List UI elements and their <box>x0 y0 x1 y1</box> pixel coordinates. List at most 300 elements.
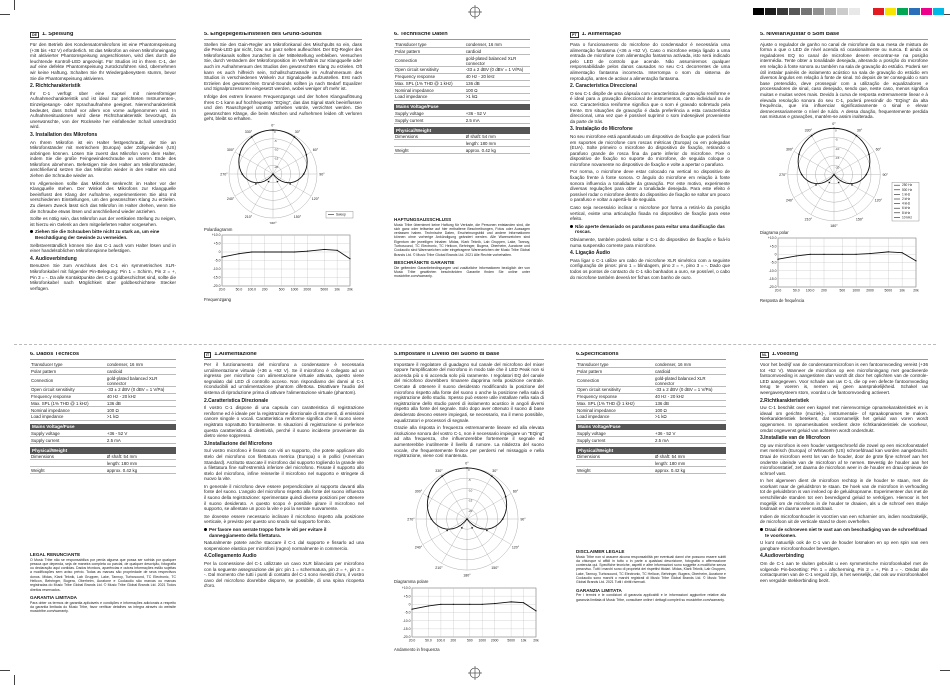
de-panel-3 <box>394 32 530 342</box>
y-tick-label: -20.0 <box>768 285 777 290</box>
polar-data-point <box>811 135 813 137</box>
section-title: 3. Instalação do Microfone <box>570 126 633 133</box>
polar-angle-label: 0° <box>832 121 836 126</box>
spec-label: Connection <box>394 55 465 67</box>
spec-value: length: 180 mm <box>465 140 530 147</box>
x-tick-label: 10k <box>520 638 527 643</box>
spec-value: gold-plated balanced XLR connector <box>106 375 176 387</box>
language-flag: IT <box>206 353 210 357</box>
spec-row <box>394 55 530 67</box>
x-tick-label: 20.0 <box>218 287 226 292</box>
polar-angle-label: 180° <box>463 573 471 577</box>
spec-value: 136 dB <box>465 80 530 87</box>
polar-spoke <box>273 174 311 196</box>
y-tick-label: -15.0 <box>768 277 777 282</box>
frequency-data-point <box>281 251 282 252</box>
paragraph: Ajuste o regulador de ganho no canal de microfone da sua mesa de mistura de forma a que o LED de nível acenda só ocasionalmente ou nunca. É ainda os reguladores EQ no canal de microfone devem encontrar-se na posição intermédia. Tente obter a tonalidade desejada, alterando a posição do microfone em relação à fonte sonora ou também na sala de gravação do estúdio. Poderá ser útil instalar painéis de isolamento acústico na sala de gravação do estúdio em diversos ângulos em relação à fonte de sinal. Só depois de ter conseguido o som base pretendido, deve prosseguir com a utilização de equalizadores e processadores de sinal, caso desejado, sendo que, neste caso, menos significa muitas e muitas vezes mais. Devido à curva de resposta extremamente linear e à elevada resolução sonora do seu C-1, poderá prescindir do "EQing" da alta frequência, que iria influenciar significativamente o sinal e elevar desnecessariamente o nível de ruído. A dessa doação, frequentemente perdida nas misturas e gravações, mantém-se assim inalterada. <box>760 41 928 120</box>
de-section-power <box>30 32 176 40</box>
polar-data-point <box>255 183 257 185</box>
spec-label: Polar pattern <box>576 368 654 375</box>
spec-value: 136 dB <box>106 400 176 407</box>
polar-data-point <box>239 154 241 156</box>
polar-data-point <box>268 181 270 183</box>
polar-db-label: 0 <box>468 467 470 472</box>
section-title: 5.Impostare il Livello del Suono di Base <box>394 352 500 357</box>
spec-value: +36 - 52 V <box>465 110 530 116</box>
polar-angle-label: 0° <box>465 461 469 466</box>
en-panel <box>576 352 726 668</box>
y-tick-label: 0 <box>218 250 221 255</box>
spec-label: Transducer type <box>394 42 465 48</box>
spec-label: Frequency response <box>30 393 106 400</box>
color-swatch <box>885 8 896 15</box>
spec-label: Supply voltage <box>394 110 465 116</box>
paragraph: Sollte es nötig sein, das Mikrofon aus der vertikalen Stellung zu neigen, ist hierzu ein Gelenk an dem mitgelieferten Halter vorgesehen. <box>30 216 176 227</box>
section-title: 6. Technische Daten <box>394 32 448 37</box>
y-tick-label: -5.0 <box>770 260 777 265</box>
chart-caption: Diagramma polare <box>394 579 429 585</box>
paragraph: Por norma, o microfone deve estar colocado na vertical no dispositivo de fixação frente à fonte sonora. O ângulo do microfone em relação à fonte sonora influencia a tonalidade da gravação. Por este motivo, experimente diversas regulações para obter a tonalidade desejada. Para este efeito é possível rodar o microfone dentro do dispositivo de fixação se soltar um pouco o parafuso e voltar a apertá-lo de seguida. <box>570 169 730 203</box>
paragraph: Per il funzionamento del microfono a condensatore è necessaria un'alimentazione virtuale (+36 a +52 V). Se il microfono è collegato ad un ingresso per microfono con alimentazione virtuale attivata, questo viene segnalato dal LED di controllo acceso. Non rispondiamo dei danni al C-1 riconducibili ad un'alimentazione phantom difettosa. Disattivare l'audio del sistema di riproduzione prima di attivare l'alimentazione virtuale (phantom). <box>204 362 364 395</box>
polar-data-point <box>277 181 279 183</box>
spec-value: 2.5 mA <box>654 437 726 444</box>
legal-text: Music Tribe non si assume alcuna responsabilità per eventuali danni che possono essere subiti da chiunque si affidi in tutto o in parte a qualsiasi descrizione, fotografia o affermazione contenuta qui. Specifiche tecniche, aspetti e altre informazioni sono soggette a modifiche senza preavviso. Tutti i marchi sono di proprietà dei rispettivi titolari. Midas, Klark Teknik, Lab Gruppen, Lake, Tannoy, Turbosound, TC Electronic, TC Helicon, Behringer, Bugera, Oberheim, Auratone e Coolaudio sono marchi o marchi registrati di Music Tribe Global Brands Ltd. © Music Tribe Global Brands Ltd. 2021 Tutti i diritti riservati. <box>576 554 726 585</box>
section-title: 2.Caratteristica Direzionale <box>204 397 269 404</box>
spec-label: Frequency response <box>394 73 465 80</box>
spec-row <box>576 386 726 393</box>
crop-mark <box>0 14 10 15</box>
polar-angle-label: 330° <box>435 468 443 473</box>
spec-row <box>576 400 726 407</box>
polar-spoke <box>273 174 295 212</box>
it-panel-2 <box>394 352 544 668</box>
y-tick-label: -10.0 <box>212 267 221 272</box>
polar-db-label: -15 <box>274 156 279 161</box>
y-tick-label: +10.0 <box>211 233 221 238</box>
color-swatch <box>897 8 908 15</box>
spec-row <box>394 66 530 73</box>
color-swatch <box>825 8 836 15</box>
color-calibration-bar <box>753 8 944 15</box>
spec-label <box>394 140 465 147</box>
polar-data-point <box>798 153 800 155</box>
spec-label: Supply current <box>394 117 465 124</box>
section-title: 4. Audioverbindung <box>30 255 77 262</box>
chart-caption: Frequenzgang <box>204 296 232 302</box>
spec-label: Weight <box>394 147 465 154</box>
it-section-sound <box>394 352 544 360</box>
spec-label: Dimensions <box>30 454 106 460</box>
legend-label: 500 Hz <box>902 187 913 192</box>
spec-label: Transducer type <box>30 362 106 368</box>
polar-data-point <box>833 127 835 129</box>
polar-angle-label: 270° <box>779 172 787 177</box>
x-tick-label: 200 <box>821 288 827 293</box>
warranty-title: GARANTIA LIMITADA <box>30 594 77 600</box>
polar-angle-label: 90° <box>882 172 888 177</box>
polar-angle-label: 180° <box>830 224 838 227</box>
spec-value: -33 ± 2 dBV (0 dBV = 1 V/Pa) <box>654 386 726 393</box>
polar-angle-label: 180° <box>269 221 277 224</box>
es-panel <box>30 352 176 668</box>
y-tick-label: +10.0 <box>767 236 777 241</box>
polar-db-label: -5 <box>835 137 838 142</box>
bullet-icon <box>204 528 207 531</box>
spec-main-table <box>394 42 530 101</box>
spec-label: Weight <box>30 467 106 474</box>
y-tick-label: -5.0 <box>214 258 221 263</box>
x-tick-label: 100.0 <box>805 288 815 293</box>
frequency-data-point <box>221 257 222 258</box>
polar-angle-label: 30° <box>294 129 301 134</box>
de-panel-2 <box>204 32 362 342</box>
color-swatch <box>837 8 848 15</box>
paragraph: No seu microfone está aparafusado um dispositivo de fixação que poderá fixar em suportes de microfone com roscas métricas (Europa) ou em polegadas (EUA). Solte primeiro o microfone do dispositivo de fixação, retirando o parafuso grande de rosca fina da parte inferior do microfone. Fixe o dispositivo de fixação no suporte do microfone, de seguida coloque o microfone novamente no dispositivo de fixação e volte a apertar o parafuso. <box>570 133 730 167</box>
section-title: 2. Característica Direccional <box>570 83 637 90</box>
polar-angle-label: 60° <box>312 147 319 152</box>
spec-row <box>576 375 726 387</box>
spec-mains-table <box>394 110 530 124</box>
x-tick-label: 5000 <box>507 638 515 643</box>
frequency-data-point <box>294 251 295 252</box>
spec-table <box>30 362 176 474</box>
polar-spoke <box>423 519 467 545</box>
x-tick-label: 20k <box>533 638 539 643</box>
paragraph: Uw C-1 beschikt over een kapsel met nierenvormige opnamekarakteristiek en is ideaal om gerichte (muziek)-, instrumentale- of spraakopnames te maken. Nierkarakteristiek betekent, dat voornamelijk het geluid van voren wordt opgenomen. In opnamesituaties verdient deze richtkarakteristiek de voorkeur, omdat ongewenst geluid van achteren wordt onderdrukt. <box>760 405 928 433</box>
polar-angle-label: 150° <box>855 217 864 222</box>
spec-label: Load impedance <box>576 414 654 421</box>
polar-angle-label: 300° <box>226 147 235 152</box>
x-tick-label: 50.0 <box>425 638 432 643</box>
section-title: 3.Installatie van de Microfoon <box>760 435 831 442</box>
warning-text: Draai de schroeven niet te vast aan om beschadiging van de schroefdraad te voorkomen. <box>765 527 928 538</box>
y-tick-label: -10.0 <box>768 268 777 273</box>
nl-panel <box>760 352 928 668</box>
section-title: 1. Speisung <box>42 32 74 38</box>
polar-angle-label: 120° <box>311 196 320 201</box>
paragraph: Impostare il regolatore di guadagno sul canale del microfono del mixer oppure l'amplificatore del microfono in modo tale che il LED Peak non si accenda più o si accenda solo più raramente. I regolatori EQ del canale del microfono dovrebbero rimanere dapprima nella posizione centrale. Cercate di ottenere il suono desiderato modificando la posizione del microfono rispetto alla fonte del suono o anche la posizione nella sala di registrazione dello studio. Spesso può essere utile installare nella sala di registrazione dello studio pareti di isolamento acustico in angoli diversi rispetto alla fonte del segnale. Solo dopo aver ottenuto il suono di base desiderato devono essere impiegati, se necessario, ma il meno possibile, equalizzatori e processori di segnale. <box>394 361 544 423</box>
polar-db-label: -5 <box>274 138 277 143</box>
paragraph: Se dovesse essere necessario inclinare il microfono rispetto alla posizione verticale, è previsto per questo uno snodo sul supporto fornito. <box>204 513 364 525</box>
polar-angle-label: 60° <box>875 147 882 152</box>
polar-data-point <box>502 518 504 520</box>
warning-note <box>570 224 730 235</box>
x-tick-label: 10k <box>899 288 905 293</box>
polar-angle-label: 270° <box>220 172 228 177</box>
x-tick-label: 20k <box>347 287 353 292</box>
spec-value: cardioid <box>654 368 726 375</box>
registration-target-icon <box>468 666 482 680</box>
x-tick-label: 10k <box>334 287 340 292</box>
y-tick-label: -10.0 <box>402 618 411 623</box>
y-tick-label: -15.0 <box>402 626 411 631</box>
de-section-sound <box>204 32 362 40</box>
spec-subheading: Physical/Weight <box>394 127 530 134</box>
paragraph: Für den Betrieb des Kondensatormikrofons ist eine Phantomspeisung (+36 bis +52 V) erforderlich. Ist das Mikrofon an einen Mikrofoneingang mit aktivierter Phantomspeisung angeschlossen, wird dies durch die leuchtende Kontroll-LED angezeigt. Für Studios ist in Ihrem C-1, der auf eine defekte Phantomspeisung zurückzuführen sind, übernehmen wir keine Haftung. Schalten Sie Ihr Wiedergabesystem stumm, bevor Sie die Phantomspeisung aktivieren. <box>30 42 176 81</box>
spec-value: condenser, 16 mm <box>106 362 176 368</box>
registration-target-icon <box>468 5 482 19</box>
polar-spoke <box>467 519 511 545</box>
color-swatch <box>921 8 932 15</box>
spec-row <box>576 407 726 414</box>
chart-caption: Andamento in frequenza <box>394 647 440 653</box>
frequency-data-point <box>411 609 412 610</box>
legal-text: Music Tribe übernimmt keine Haftung für Verluste, die Personen entstanden sind, die sich ganz oder teilweise auf hier enthaltene Beschreibungen, Fotos oder Aussagen verlassen haben. Technische Daten, Erscheinungsbild und andere Informationen können ohne vorherige Ankündigung geändert werden. Alle Warenzeichen sind Eigentum der jeweiligen Inhaber. Midas, Klark Teknik, Lab Gruppen, Lake, Tannoy, Turbosound, TC Electronic, TC Helicon, Behringer, Bugera, Oberheim, Auratone und Coolaudio sind Warenzeichen oder eingetragene Warenzeichen der Music Tribe Global Brands Ltd. © Music Tribe Global Brands Ltd. 2021 Alle Rechte vorbehalten. <box>394 222 530 257</box>
spec-subheading: Mains Voltage/Fuse <box>576 424 726 431</box>
frequency-data-point <box>535 610 536 611</box>
x-tick-label: 5000 <box>320 287 329 292</box>
frequency-data-point <box>915 260 916 261</box>
spec-value: 100 Ω <box>106 407 176 414</box>
spec-label: Polar pattern <box>30 368 106 375</box>
section-title: 1. Alimentação <box>581 32 621 38</box>
pt-panel-1 <box>570 32 730 342</box>
polar-data-point <box>491 475 493 477</box>
legend-label: 1 kHz <box>902 192 911 197</box>
spec-physical-table <box>576 454 726 474</box>
warning-note <box>30 229 176 240</box>
spec-subheading: Physical/Weight <box>576 447 726 454</box>
spec-value: -33 ± 2 dBV (0 dBV = 1 V/Pa) <box>465 66 530 73</box>
polar-angle-label: 0° <box>271 123 275 128</box>
paragraph: Ihr C-1 verfügt über eine Kapsel mit nierenförmiger Aufnahmecharakteristik und ist ideal zur gerichteten Instrumenten-, Einzelgesangs- oder Sprachaufnahme geeignet. Nierencharakteristik bedeutet, dass Schall vor allem von vorne aufgenommen wird. In Aufnahmesituationen wird diese Richtcharakteristik bevorzugt, da unerwünschte, von der Rückseite her einfallender Schall unterdrückt wird. <box>30 90 176 130</box>
polar-data-point <box>866 174 868 176</box>
spec-label: Load impedance <box>394 94 465 101</box>
spec-value: approx. 0.42 kg <box>654 467 726 474</box>
polar-spoke <box>811 174 834 214</box>
polar-data-point <box>466 518 468 520</box>
de-section-specs <box>394 32 530 40</box>
spec-value: approx. 0.42 kg <box>106 467 176 474</box>
paragraph: Per la connessione del C-1 utilizzate un cavo XLR bilanciato per microfono con la seguente assegnazione dei pin: pin 1 = schermatura, pin 2 = +, pin 3 = -. Dal momento che tutti i punti di contatto del C-1 sono rivestiti d'oro, il vostro cavo del microfono dovrebbe disporre, se possibile, di una spina ricoperta d'oro. <box>204 561 364 589</box>
spec-value: 2.5 mA <box>106 437 176 444</box>
frequency-data-point <box>469 604 470 605</box>
frequency-data-point <box>856 254 857 255</box>
spec-row <box>30 400 176 407</box>
spec-row <box>576 460 726 467</box>
legal-title: HAFTUNGSAUSSCHLUSS <box>394 216 452 222</box>
spec-value: +36 - 52 V <box>106 430 176 436</box>
spec-mains-table <box>576 430 726 444</box>
spec-label: Max. SPL (1% THD @ 1 kHz) <box>30 400 106 407</box>
x-tick-label: 50.0 <box>793 288 800 293</box>
spec-value: +36 - 52 V <box>654 430 726 436</box>
polar-db-label: -20 <box>274 165 279 170</box>
warning-text: Ziehen Sie die Schrauben bitte nicht zu stark an, um eine Beschädigung der Gewinde zu vermeiden. <box>35 229 160 240</box>
frequency-data-point <box>440 604 441 605</box>
fold-line <box>14 344 936 345</box>
color-swatch <box>777 8 788 15</box>
polar-chart <box>204 124 354 224</box>
spec-value: 100 Ω <box>654 407 726 414</box>
warranty-title: GARANZIA LIMITATA <box>576 587 622 593</box>
spec-main-table <box>576 362 726 421</box>
polar-db-label: -10 <box>835 146 840 151</box>
y-tick-label: -20.0 <box>212 284 221 289</box>
polar-spoke <box>441 519 467 563</box>
frequency-data-point <box>482 604 483 605</box>
x-tick-label: 200 <box>450 638 457 643</box>
polar-data-point <box>441 475 443 477</box>
spec-row <box>394 147 530 154</box>
paragraph: O seu C-1 dispõe de uma cápsula com característica de gravação reniforme e é ideal para a gravação direccional de instrumentos, canto individual ou de voz. Característica reniforme significa que o som é gravado sobretudo pela frente. Em situações de gravação é dada preferência a esta característica direccional, uma vez que é possível suprimir o som indesejável proveniente da parte de trás. <box>570 90 730 124</box>
paragraph: In generale il microfono deve essere perpendicolare al supporto davanti alla fonte del suono. L'angolo del microfono rispetto alla fonte del suono influenza il suono della registrazione: sperimentate quindi diverse posizioni per ottenere il suono desiderato. A questo scopo è possibile girare il microfono nel supporto, se allentate un poco la vite e poi la serrate nuovamente. <box>204 483 364 512</box>
polar-angle-label: 210° <box>804 217 813 222</box>
warning-note <box>760 527 928 538</box>
polar-data-point <box>430 518 432 520</box>
polar-data-point <box>505 496 507 498</box>
pt-section-power <box>570 32 730 40</box>
polar-data-point <box>851 184 853 186</box>
pt-section-sound <box>760 32 928 40</box>
polar-angle-label: 240° <box>226 196 235 201</box>
spec-row <box>394 140 530 147</box>
spec-value: >1 kΩ <box>465 94 530 101</box>
spec-row <box>394 87 530 94</box>
spec-label: Open circuit sensitivity <box>576 386 654 393</box>
polar-spoke <box>834 174 874 197</box>
spec-row <box>576 467 726 474</box>
paragraph: Naturalmente potete anche staccare il C-1 dal supporto e fissarlo ad una sospensione elastica per microfoni (ragno) normalmente in commercio. <box>204 540 364 551</box>
section-title: 1.Voeding <box>771 352 799 358</box>
polar-angle-label: 60° <box>512 489 519 494</box>
section-title: 4. Ligação Áudio <box>570 250 611 257</box>
paragraph: Stellen Sie den Gain-Regler am Mikrofonkanal des Mischpults so ein, dass die Peak-LED gar nicht, bzw. nur ganz selten aufleuchtet. Der EQ-Regler des Mikrofonkanals sollten zunächst in der Mittelstellung verbleiben. Versuchen Sie, durch Verändern der Mikrofonposition im Verhältnis zur Klangquelle oder auch im Aufnahmeraum des Studios den gewünschten Klang zu erzielen. Oft kann es auch hilfreich sein, Schallschutzwände im Aufnahmeraum des Studios in verschiedenen Winkeln zur Signalquelle aufzustellen. Erst nach Erzielen des gewünschten Grund-Sounds sollten ja nach Bedarf Equalizer und Signalprozessoren eingesetzt werden, wobei weniger oft mehr ist. <box>204 41 362 92</box>
spec-label <box>30 460 106 467</box>
crop-mark <box>14 0 15 10</box>
spec-value: 2.5 mA <box>465 117 530 124</box>
section-title: 3. Installation des Mikrofons <box>30 131 98 138</box>
spec-row <box>30 467 176 474</box>
legend-label: 2 kHz <box>902 196 911 201</box>
paragraph: Caso seja necessário inclinar o microfone por forma a retirá-lo da posição vertical, existe uma articulação fixada no dispositivo de fixação para esse efeito. <box>570 205 730 222</box>
polar-angle-label: 270° <box>407 517 415 522</box>
legend-label: 250 Hz <box>902 183 913 188</box>
warranty-text: Para obter os termos de garantia aplicáveis e condições e informações adicionais a respeito da garantia limitada do Music Tribe, favor verificar detalhes na íntegra através do website musictribe.com/warranty. <box>30 600 176 614</box>
polar-data-point <box>838 182 840 184</box>
paragraph: Grazie alla risposta in frequenza estremamente lineare ed alla elevata risoluzione sonora del vostro C-1, non è necessario impiegare un "EQing" ad alta frequenza, che influenzerebbe fortemente il segnale ed aumenterebbe inutilmente il livello di rumore. La nitidezza del suono vocale, che frequentemente finisce per perdersi nel missaggio e nella registrazione, viene così mantenuta. <box>394 425 544 459</box>
color-swatch <box>873 8 884 15</box>
section-title: 4.Audioverbinding <box>760 553 804 560</box>
spec-row <box>30 393 176 400</box>
spec-row <box>576 368 726 375</box>
legend-label: 10 kHz <box>902 215 912 220</box>
frequency-data-point <box>494 603 495 604</box>
polar-db-label: -5 <box>468 477 471 482</box>
frequency-data-point <box>337 250 338 251</box>
polar-angle-label: 120° <box>874 198 883 203</box>
paragraph: Para o funcionamento do microfone do condensador é necessária uma alimentação fantasma (+36 a +52 V). Caso o microfone esteja ligado a uma entrada de microfone com alimentação fantasma activada, isto será indicado pelo LED de controlo que acende. Não assumiremos qualquer responsabilidade pelos danos causados no seu C-1 decorrentes de uma alimentação fantasma incorrecta. Interrompa o som do sistema de reprodução, antes de activar a alimentação fantasma. <box>570 42 730 81</box>
x-tick-label: 500 <box>278 287 285 292</box>
polar-data-point <box>466 467 468 469</box>
en-section-specs <box>576 352 726 360</box>
frequency-data-point <box>842 254 843 255</box>
polar-data-point <box>428 496 430 498</box>
polar-data-point <box>833 174 835 176</box>
polar-spoke <box>251 174 273 212</box>
color-swatch <box>861 8 872 15</box>
x-tick-label: 20k <box>913 288 919 293</box>
paragraph: Obviamente, também poderá soltar o C-1 do dispositivo de fixação e fixá-lo numa suspensão corrente para microfone. <box>570 237 730 248</box>
spec-value: Ø shaft: 54 mm <box>465 134 530 140</box>
spec-value: length: 180 mm <box>106 460 176 467</box>
pt-panel-2 <box>760 32 928 342</box>
spec-label: Connection <box>576 375 654 387</box>
polar-spoke <box>794 174 834 197</box>
paragraph: Para ligar o C-1 utilize um cabo de microfone XLR simétrico com a seguinte configuração de pinos: pino 1 = blindagem, pino 2 = +, pino 3 = -. Dado que todos os pontos de contacto do C-1 são banhados a ouro, se possível, o cabo do microfone também deverá ter fichas com banho de ouro. <box>570 257 730 280</box>
polar-db-label: -20 <box>468 508 473 513</box>
spec-label: Transducer type <box>576 362 654 368</box>
bullet-icon <box>570 225 573 228</box>
y-tick-label: +10.0 <box>401 586 411 591</box>
polar-chart <box>760 122 920 227</box>
polar-db-label: -15 <box>468 498 473 503</box>
polar-spoke <box>834 174 857 214</box>
polar-data-point <box>306 154 308 156</box>
warning-note <box>204 527 364 538</box>
y-tick-label: -15.0 <box>212 275 221 280</box>
polar-data-point <box>856 135 858 137</box>
y-tick-label: -20.0 <box>402 635 411 640</box>
color-swatch <box>753 8 764 15</box>
x-tick-label: 1000 <box>852 288 860 293</box>
polar-angle-label: 240° <box>785 198 794 203</box>
spec-row <box>30 375 176 387</box>
polar-angle-label: 210° <box>435 565 443 570</box>
spec-value: 40 Hz - 20 kHz <box>465 73 530 80</box>
spec-label: Nominal impedance <box>30 407 106 414</box>
spec-label: Dimensions <box>394 134 465 140</box>
frequency-data-point <box>810 254 811 255</box>
spec-label: Open circuit sensitivity <box>30 386 106 393</box>
language-flag: NL <box>762 353 767 357</box>
spec-row <box>394 80 530 87</box>
frequency-data-point <box>777 259 778 260</box>
polar-angle-label: 240° <box>414 545 423 550</box>
y-tick-label: 0 <box>774 252 777 257</box>
spec-label: Max. SPL (1% THD @ 1 kHz) <box>576 400 654 407</box>
spec-label: Supply current <box>576 437 654 444</box>
x-tick-label: 500 <box>466 638 473 643</box>
polar-data-point <box>446 529 448 531</box>
color-swatch <box>933 8 944 15</box>
spec-row <box>394 94 530 101</box>
warranty-text: Per i termini e le condizioni di garanzia applicabili e le informazioni aggiuntive relative alla garanzia limitata di Music Tribe, consultare online i dettagli completi su musictribe.com/warranty. <box>576 593 726 602</box>
polar-db-label: -15 <box>835 155 840 160</box>
spec-value: condenser, 16 mm <box>465 42 530 48</box>
frequency-data-point <box>869 253 870 254</box>
polar-angle-label: 300° <box>414 489 423 494</box>
paragraph: Im Allgemeinen sollte das Mikrofon senkrecht im Halter vor der Klangquelle stehen. Der Winkel des Mikrofons zur Klangquelle beeinflusst den Klang der Aufnahme, experimentieren Sie also mit verschiedenen Einstellungen, um den gewünschten Klang zu erzielen. Zu diesem Zweck lässt sich das Mikrofon im Halter drehen, wenn Sie die Schraube etwas lösen und anschließend wieder anziehen. <box>30 180 176 214</box>
spec-label: Nominal impedance <box>394 87 465 94</box>
x-tick-label: 5000 <box>884 288 893 293</box>
x-tick-label: 2000 <box>490 638 499 643</box>
frequency-data-point <box>796 255 797 256</box>
section-title: 5. Nivelar/Ajustar o Som Base <box>760 32 840 37</box>
frequency-chart <box>394 585 540 645</box>
legend-label: 4 kHz <box>902 201 911 206</box>
polar-db-label: -10 <box>468 488 473 493</box>
polar-db-label: 0 <box>274 129 276 134</box>
spec-label: Polar pattern <box>394 48 465 55</box>
paragraph: U kunt natuurlijk ook de C-1 van de houder losmaken en op een spin van een gangbare microfoonhouder bevestigen. <box>760 540 928 551</box>
polar-db-label: -20 <box>835 165 840 170</box>
section-title: 1.Alimentazione <box>214 352 257 358</box>
polar-data-point <box>801 174 803 176</box>
x-tick-label: 200 <box>261 287 268 292</box>
legend-label: Sweep <box>336 212 346 217</box>
polar-angle-label: 150° <box>491 565 499 570</box>
